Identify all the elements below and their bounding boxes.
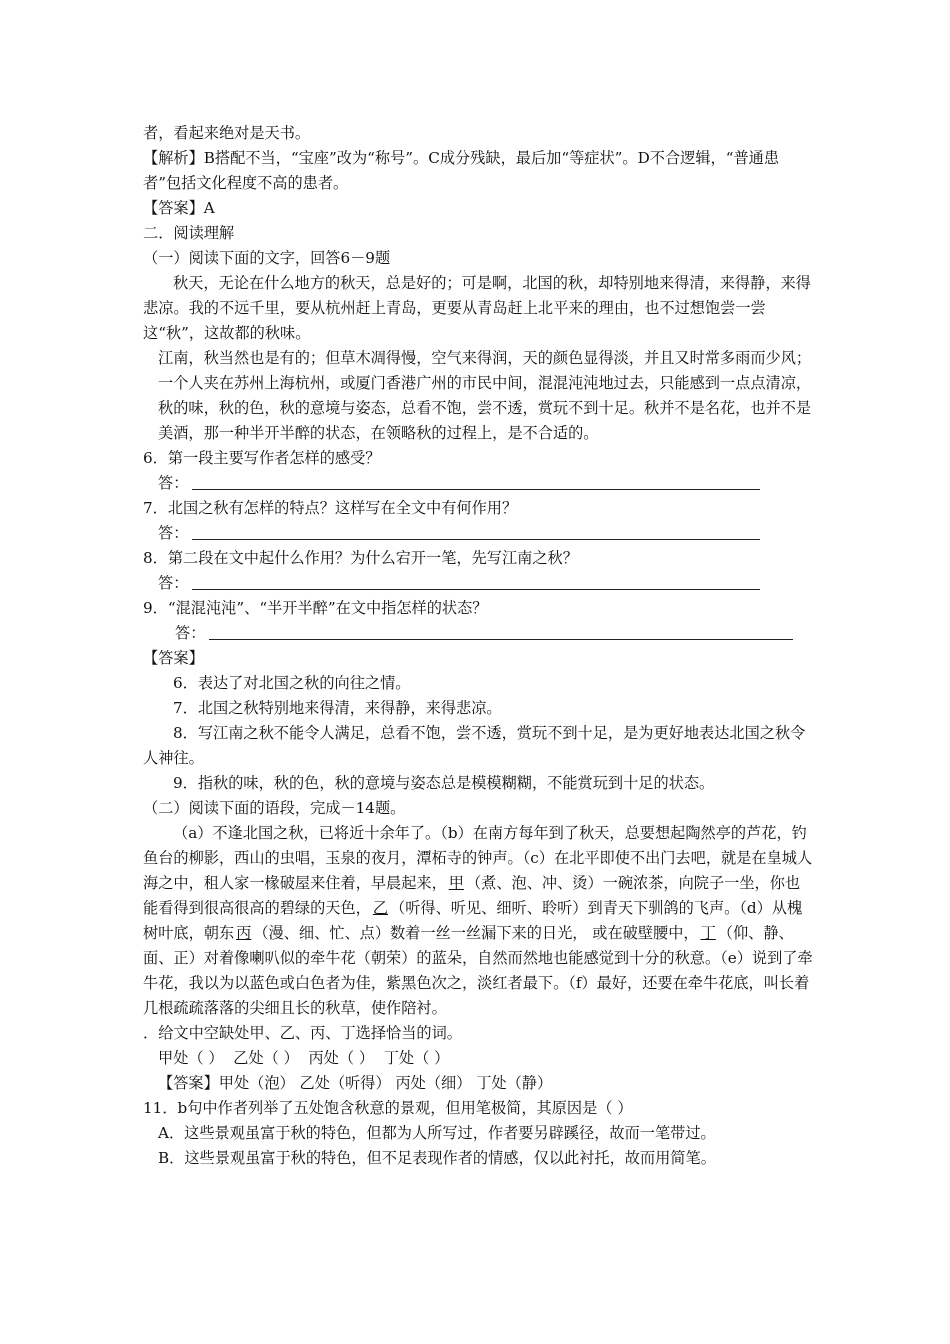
blank-ding: 丁 xyxy=(700,924,716,942)
subsection-heading: （二）阅读下面的语段，完成－14题。 xyxy=(143,799,406,817)
question: 8．第二段在文中起什么作用？为什么宕开一笔，先写江南之秋？ xyxy=(143,549,578,567)
answer-row xyxy=(143,471,813,496)
choice-row: 甲处（ ） 乙处（ ） 丙处（ ） 丁处（ ） xyxy=(158,1049,450,1067)
question: 6．第一段主要写作者怎样的感受？ xyxy=(143,449,381,467)
answer-label: 【答案】甲处（泡） 乙处（听得） 丙处（细） 丁处（静） xyxy=(158,1074,553,1092)
blank-jia: 甲 xyxy=(448,874,464,892)
analysis-text: 【解析】B搭配不当，“宝座”改为“称号”。C成分残缺，最后加“等症状”。D不合逻辑，“普通患者”包括文化程度不高的患者。 xyxy=(143,149,780,192)
answer-item: 7．北国之秋特别地来得清，来得静，来得悲凉。 xyxy=(173,699,502,717)
answer-prompt: 答： xyxy=(158,574,189,592)
answer-label: 【答案】A xyxy=(143,199,215,217)
answer-blank[interactable] xyxy=(209,623,793,640)
answer-item: 6．表达了对北国之秋的向往之情。 xyxy=(173,674,411,692)
document-page xyxy=(143,121,813,1171)
blank-yi: 乙 xyxy=(372,899,388,917)
answer-blank[interactable] xyxy=(192,573,760,590)
answer-prompt: 答： xyxy=(175,624,206,642)
answer-prompt: 答： xyxy=(158,524,189,542)
answer-blank[interactable] xyxy=(192,523,760,540)
answer-prompt: 答： xyxy=(158,474,189,492)
answer-heading: 【答案】 xyxy=(143,649,204,667)
option: B．这些景观虽富于秋的特色，但不足表现作者的情感，仅以此衬托，故而用简笔。 xyxy=(158,1149,716,1167)
blank-bing: 丙 xyxy=(236,924,252,942)
answer-blank[interactable] xyxy=(192,473,760,490)
answer-row xyxy=(143,571,813,596)
answer-item: 8．写江南之秋不能令人满足，总看不饱，尝不透，赏玩不到十足，是为更好地表达北国之秋令人神往。 xyxy=(143,724,806,767)
answer-row xyxy=(143,521,813,546)
passage-paragraph: （a）不逢北国之秋，已将近十余年了。（b）在南方每年到了秋天，总要想起陶然亭的芦花，钓鱼台的柳影，西山的虫唱，玉泉的夜月，潭柘寺的钟声。（c）在北平即使不出门去吧，就是在皇城人海之中，租人家一椽破屋来住着，早晨起来， 甲 （煮、泡、冲、烫）一碗浓茶，向院子一坐，你也能看得到很高很高的碧绿的天色， 乙 （听得、听见、细听、聆听）到青天下驯鸽的飞声。（d）从槐树叶底，朝东 丙 （漫、细、忙、点）数着一丝一丝漏下来的日光， 或在破壁腰中， 丁 （仰、静、面、正）对着像喇叭似的牵牛花（朝荣）的蓝朵，自然而然地也能感觉到十分的秋意。（e）说到了牵牛花，我以为以蓝色或白色者为佳，紫黑色次之，淡红者最下。（f）最好，还要在牵牛花底，叫长着几根疏疏落落的尖细且长的秋草，使作陪衬。 xyxy=(143,824,813,1017)
answer-row xyxy=(143,621,813,646)
section-heading: 二．阅读理解 xyxy=(143,224,235,242)
question: 7．北国之秋有怎样的特点？这样写在全文中有何作用？ xyxy=(143,499,518,517)
text-line: 者，看起来绝对是天书。 xyxy=(143,124,311,142)
question: 11．b句中作者列举了五处饱含秋意的景观，但用笔极简，其原因是（ ） xyxy=(143,1099,633,1117)
passage-paragraph: 秋天，无论在什么地方的秋天，总是好的；可是啊，北国的秋，却特别地来得清，来得静，来得悲凉。我的不远千里，要从杭州赶上青岛，更要从青岛赶上北平来的理由，也不过想饱尝一尝这“秋”，这故都的秋味。 xyxy=(143,274,811,342)
question: 9．“混混沌沌”、“半开半醉”在文中指怎样的状态？ xyxy=(143,599,488,617)
passage-paragraph: 江南，秋当然也是有的；但草木凋得慢，空气来得润，天的颜色显得淡，并且又时常多雨而少风；一个人夹在苏州上海杭州，或厦门香港广州的市民中间，混混沌沌地过去，只能感到一点点清凉，秋的味，秋的色，秋的意境与姿态，总看不饱，尝不透，赏玩不到十足。秋并不是名花，也并不是美酒，那一种半开半醉的状态，在领略秋的过程上，是不合适的。 xyxy=(158,349,812,442)
answer-item: 9．指秋的味，秋的色，秋的意境与姿态总是模模糊糊，不能赏玩到十足的状态。 xyxy=(173,774,715,792)
question: ．给文中空缺处甲、乙、丙、丁选择恰当的词。 xyxy=(143,1024,462,1042)
option: A．这些景观虽富于秋的特色，但都为人所写过，作者要另辟蹊径，故而一笔带过。 xyxy=(158,1124,716,1142)
subsection-heading: （一）阅读下面的文字，回答6－9题 xyxy=(143,249,391,267)
